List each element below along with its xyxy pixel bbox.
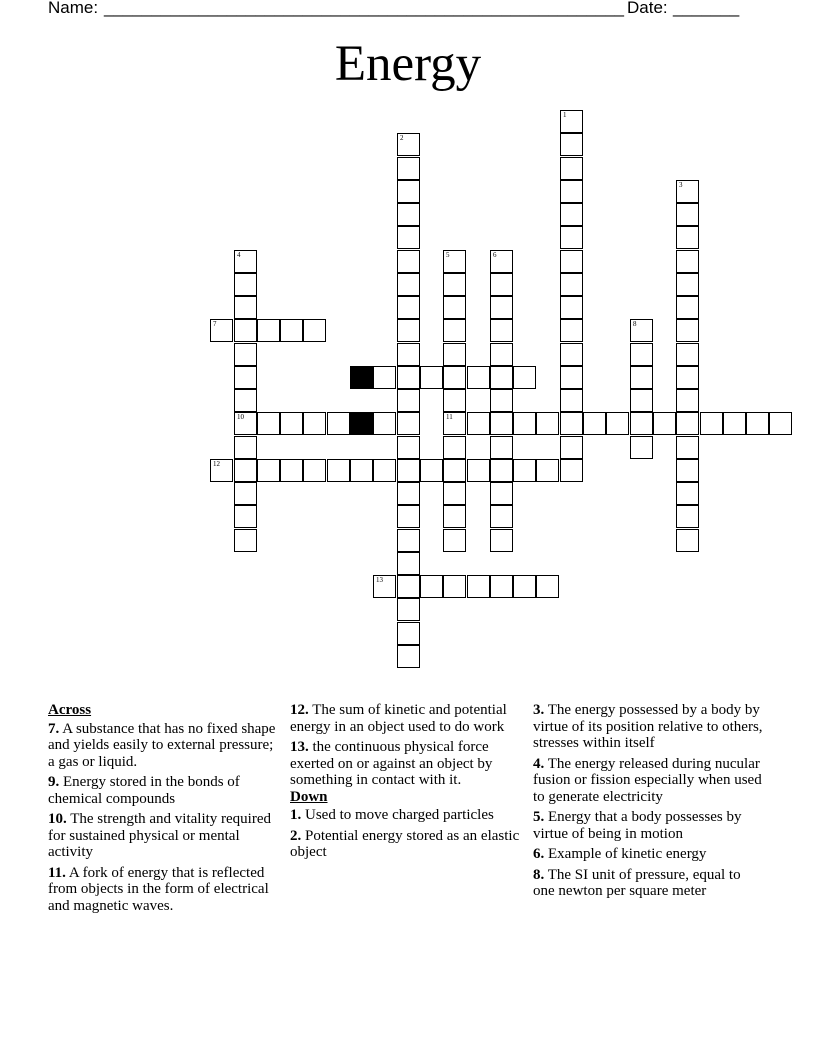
- grid-cell[interactable]: [397, 157, 420, 180]
- grid-cell[interactable]: [234, 459, 257, 482]
- grid-cell[interactable]: [303, 459, 326, 482]
- grid-cell[interactable]: [373, 366, 396, 389]
- cell-number: 12: [213, 460, 220, 468]
- grid-cell[interactable]: [536, 412, 559, 435]
- grid-cell[interactable]: [303, 412, 326, 435]
- grid-cell[interactable]: [443, 250, 466, 273]
- grid-cell[interactable]: [490, 482, 513, 505]
- clues-column-1: [48, 702, 280, 918]
- grid-cell[interactable]: [560, 110, 583, 133]
- grid-cell[interactable]: [723, 412, 746, 435]
- clue-number: 9.: [48, 774, 60, 790]
- grid-cell[interactable]: [676, 389, 699, 412]
- grid-cell[interactable]: [373, 575, 396, 598]
- grid-cell[interactable]: [560, 250, 583, 273]
- clue-across-9: [48, 774, 280, 807]
- grid-cell[interactable]: [327, 459, 350, 482]
- grid-cell[interactable]: [397, 180, 420, 203]
- grid-cell[interactable]: [397, 343, 420, 366]
- name-label: Name:: [48, 0, 99, 17]
- clue-text: Energy stored in the bonds of chemical compounds: [48, 774, 240, 807]
- grid-cell[interactable]: [234, 296, 257, 319]
- clue-number: 10.: [48, 811, 67, 827]
- clue-down-8: [533, 867, 765, 900]
- clue-across-13: [290, 739, 522, 789]
- grid-cell[interactable]: [676, 412, 699, 435]
- grid-cell[interactable]: [397, 645, 420, 668]
- grid-cell[interactable]: [490, 296, 513, 319]
- blocked-cell: [350, 412, 373, 435]
- clue-down-4: [533, 756, 765, 806]
- grid-cell[interactable]: [210, 459, 233, 482]
- clue-number: 3.: [533, 702, 545, 718]
- grid-cell[interactable]: [397, 622, 420, 645]
- clue-text: the continuous physical force exerted on or against an object by something in contact with it.: [290, 739, 493, 788]
- name-field[interactable]: _______________________________________________________: [104, 0, 625, 17]
- grid-cell[interactable]: [630, 343, 653, 366]
- clue-number: 4.: [533, 755, 545, 772]
- grid-cell[interactable]: [560, 273, 583, 296]
- grid-cell[interactable]: [234, 436, 257, 459]
- grid-cell[interactable]: [676, 343, 699, 366]
- grid-cell[interactable]: [397, 436, 420, 459]
- grid-cell[interactable]: [443, 273, 466, 296]
- grid-cell[interactable]: [303, 319, 326, 342]
- grid-cell[interactable]: [397, 575, 420, 598]
- page-title: Energy: [334, 36, 482, 92]
- grid-cell[interactable]: [397, 505, 420, 528]
- grid-cell[interactable]: [676, 505, 699, 528]
- grid-cell[interactable]: [630, 366, 653, 389]
- grid-cell[interactable]: [490, 273, 513, 296]
- grid-cell[interactable]: [676, 296, 699, 319]
- grid-cell[interactable]: [234, 505, 257, 528]
- across-heading: Across: [48, 702, 92, 718]
- grid-cell[interactable]: [560, 459, 583, 482]
- clue-text: Used to move charged particles: [305, 807, 494, 823]
- grid-cell[interactable]: [397, 319, 420, 342]
- grid-cell[interactable]: [397, 598, 420, 621]
- grid-cell[interactable]: [234, 273, 257, 296]
- grid-cell[interactable]: [280, 412, 303, 435]
- grid-cell[interactable]: [746, 412, 769, 435]
- clues-column-3: [533, 702, 765, 904]
- grid-cell[interactable]: [676, 366, 699, 389]
- grid-cell[interactable]: [397, 203, 420, 226]
- grid-cell[interactable]: [630, 412, 653, 435]
- grid-cell[interactable]: [420, 366, 443, 389]
- grid-cell[interactable]: [397, 482, 420, 505]
- grid-cell[interactable]: [490, 575, 513, 598]
- grid-cell[interactable]: [397, 529, 420, 552]
- grid-cell[interactable]: [560, 389, 583, 412]
- clue-number: 2.: [290, 827, 302, 844]
- grid-cell[interactable]: [397, 459, 420, 482]
- clue-across-7: [48, 721, 280, 771]
- grid-cell[interactable]: [490, 529, 513, 552]
- grid-cell[interactable]: [630, 389, 653, 412]
- grid-cell[interactable]: [700, 412, 723, 435]
- grid-cell[interactable]: [443, 366, 466, 389]
- grid-cell[interactable]: [234, 529, 257, 552]
- grid-cell[interactable]: [443, 459, 466, 482]
- grid-cell[interactable]: [583, 412, 606, 435]
- clue-number: 11.: [48, 864, 66, 881]
- grid-cell[interactable]: [490, 319, 513, 342]
- clue-number: 7.: [48, 720, 60, 737]
- blocked-cell: [350, 366, 373, 389]
- date-field[interactable]: _______: [673, 0, 740, 17]
- clue-across-10: [48, 811, 280, 861]
- grid-cell[interactable]: [420, 575, 443, 598]
- grid-cell[interactable]: [560, 203, 583, 226]
- grid-cell[interactable]: [490, 366, 513, 389]
- grid-cell[interactable]: [443, 575, 466, 598]
- grid-cell[interactable]: [234, 482, 257, 505]
- grid-cell[interactable]: [630, 436, 653, 459]
- grid-cell[interactable]: [467, 366, 490, 389]
- grid-cell[interactable]: [490, 389, 513, 412]
- grid-cell[interactable]: [560, 412, 583, 435]
- grid-cell[interactable]: [676, 273, 699, 296]
- cell-number: 11: [446, 413, 453, 421]
- grid-cell[interactable]: [467, 575, 490, 598]
- grid-cell[interactable]: [257, 412, 280, 435]
- grid-cell[interactable]: [560, 180, 583, 203]
- grid-cell[interactable]: [443, 436, 466, 459]
- grid-cell[interactable]: [257, 459, 280, 482]
- grid-cell[interactable]: [234, 343, 257, 366]
- grid-cell[interactable]: [676, 203, 699, 226]
- cell-number: 4: [237, 251, 241, 259]
- clue-down-5: [533, 809, 765, 842]
- grid-cell[interactable]: [769, 412, 792, 435]
- grid-cell[interactable]: [397, 296, 420, 319]
- grid-cell[interactable]: [397, 389, 420, 412]
- grid-cell[interactable]: [536, 575, 559, 598]
- grid-cell[interactable]: [210, 319, 233, 342]
- grid-cell[interactable]: [443, 505, 466, 528]
- grid-cell[interactable]: [560, 133, 583, 156]
- grid-cell[interactable]: [443, 529, 466, 552]
- cell-number: 1: [563, 111, 567, 119]
- grid-cell[interactable]: [513, 412, 536, 435]
- grid-cell[interactable]: [234, 412, 257, 435]
- grid-cell[interactable]: [676, 250, 699, 273]
- grid-cell[interactable]: [467, 459, 490, 482]
- cell-number: 8: [633, 320, 637, 328]
- down-heading: Down: [290, 788, 328, 805]
- grid-cell[interactable]: [373, 412, 396, 435]
- grid-cell[interactable]: [490, 250, 513, 273]
- grid-cell[interactable]: [490, 505, 513, 528]
- clue-text: Potential energy stored as an elastic object: [290, 827, 520, 860]
- grid-cell[interactable]: [560, 157, 583, 180]
- clue-text: The energy possessed by a body by virtue of its position relative to others, stresses within itself: [533, 702, 763, 751]
- cell-number: 10: [237, 413, 244, 421]
- grid-cell[interactable]: [420, 459, 443, 482]
- grid-cell[interactable]: [280, 459, 303, 482]
- clue-text: The strength and vitality required for sustained physical or mental activity: [48, 811, 272, 860]
- grid-cell[interactable]: [560, 343, 583, 366]
- clue-text: A fork of energy that is reflected from objects in the form of electrical and magnetic waves.: [48, 864, 269, 914]
- grid-cell[interactable]: [560, 226, 583, 249]
- clue-number: 13.: [290, 739, 309, 755]
- clue-number: 8.: [533, 866, 545, 883]
- clue-text: The SI unit of pressure, equal to one newton per square meter: [533, 866, 741, 899]
- grid-cell[interactable]: [513, 575, 536, 598]
- grid-cell[interactable]: [443, 389, 466, 412]
- grid-cell[interactable]: [443, 343, 466, 366]
- grid-cell[interactable]: [606, 412, 629, 435]
- grid-cell[interactable]: [234, 366, 257, 389]
- cell-number: 7: [213, 320, 217, 328]
- grid-cell[interactable]: [397, 273, 420, 296]
- grid-cell[interactable]: [513, 366, 536, 389]
- clue-down-3: [533, 702, 765, 752]
- clues-column-2: [290, 702, 522, 865]
- grid-cell[interactable]: [490, 412, 513, 435]
- grid-cell[interactable]: [280, 319, 303, 342]
- grid-cell[interactable]: [490, 459, 513, 482]
- grid-cell[interactable]: [630, 319, 653, 342]
- clue-number: 12.: [290, 702, 309, 718]
- grid-cell[interactable]: [443, 296, 466, 319]
- grid-cell[interactable]: [443, 482, 466, 505]
- grid-cell[interactable]: [234, 389, 257, 412]
- grid-cell[interactable]: [676, 226, 699, 249]
- grid-cell[interactable]: [536, 459, 559, 482]
- cell-number: 6: [493, 251, 497, 259]
- clue-text: The sum of kinetic and potential energy in an object used to do work: [290, 702, 507, 735]
- grid-cell[interactable]: [676, 482, 699, 505]
- clue-text: A substance that has no fixed shape and yields easily to external pressure; a gas or liquid.: [48, 720, 276, 770]
- grid-cell[interactable]: [397, 412, 420, 435]
- grid-cell[interactable]: [560, 366, 583, 389]
- grid-cell[interactable]: [234, 250, 257, 273]
- grid-cell[interactable]: [397, 250, 420, 273]
- clue-down-1: [290, 807, 522, 824]
- clue-text: Example of kinetic energy: [548, 846, 707, 862]
- grid-cell[interactable]: [560, 436, 583, 459]
- clue-across-11: [48, 865, 280, 915]
- clue-text: The energy released during nucular fusion or fission especially when used to generate electricity: [533, 755, 762, 805]
- cell-number: 5: [446, 251, 450, 259]
- grid-cell[interactable]: [234, 319, 257, 342]
- grid-cell[interactable]: [490, 436, 513, 459]
- grid-cell[interactable]: [513, 459, 536, 482]
- clue-text: Energy that a body possesses by virtue of being in motion: [533, 809, 742, 842]
- grid-cell[interactable]: [443, 412, 466, 435]
- grid-cell[interactable]: [443, 319, 466, 342]
- grid-cell[interactable]: [560, 319, 583, 342]
- clue-across-12: [290, 702, 522, 735]
- grid-cell[interactable]: [676, 180, 699, 203]
- grid-cell[interactable]: [397, 366, 420, 389]
- grid-cell[interactable]: [257, 319, 280, 342]
- clue-number: 1.: [290, 807, 302, 823]
- grid-cell[interactable]: [676, 529, 699, 552]
- grid-cell[interactable]: [676, 319, 699, 342]
- grid-cell[interactable]: [653, 412, 676, 435]
- clue-number: 5.: [533, 809, 545, 825]
- date-label: Date:: [627, 0, 668, 17]
- grid-cell[interactable]: [397, 552, 420, 575]
- clue-down-6: [533, 846, 765, 863]
- grid-cell[interactable]: [397, 133, 420, 156]
- grid-cell[interactable]: [676, 459, 699, 482]
- grid-cell[interactable]: [676, 436, 699, 459]
- grid-cell[interactable]: [560, 296, 583, 319]
- grid-cell[interactable]: [490, 343, 513, 366]
- grid-cell[interactable]: [467, 412, 490, 435]
- clue-number: 6.: [533, 846, 545, 862]
- grid-cell[interactable]: [397, 226, 420, 249]
- cell-number: 2: [400, 134, 404, 142]
- grid-cell[interactable]: [350, 459, 373, 482]
- grid-cell[interactable]: [373, 459, 396, 482]
- grid-cell[interactable]: [327, 412, 350, 435]
- clue-down-2: [290, 828, 522, 861]
- cell-number: 13: [376, 576, 383, 584]
- cell-number: 3: [679, 181, 683, 189]
